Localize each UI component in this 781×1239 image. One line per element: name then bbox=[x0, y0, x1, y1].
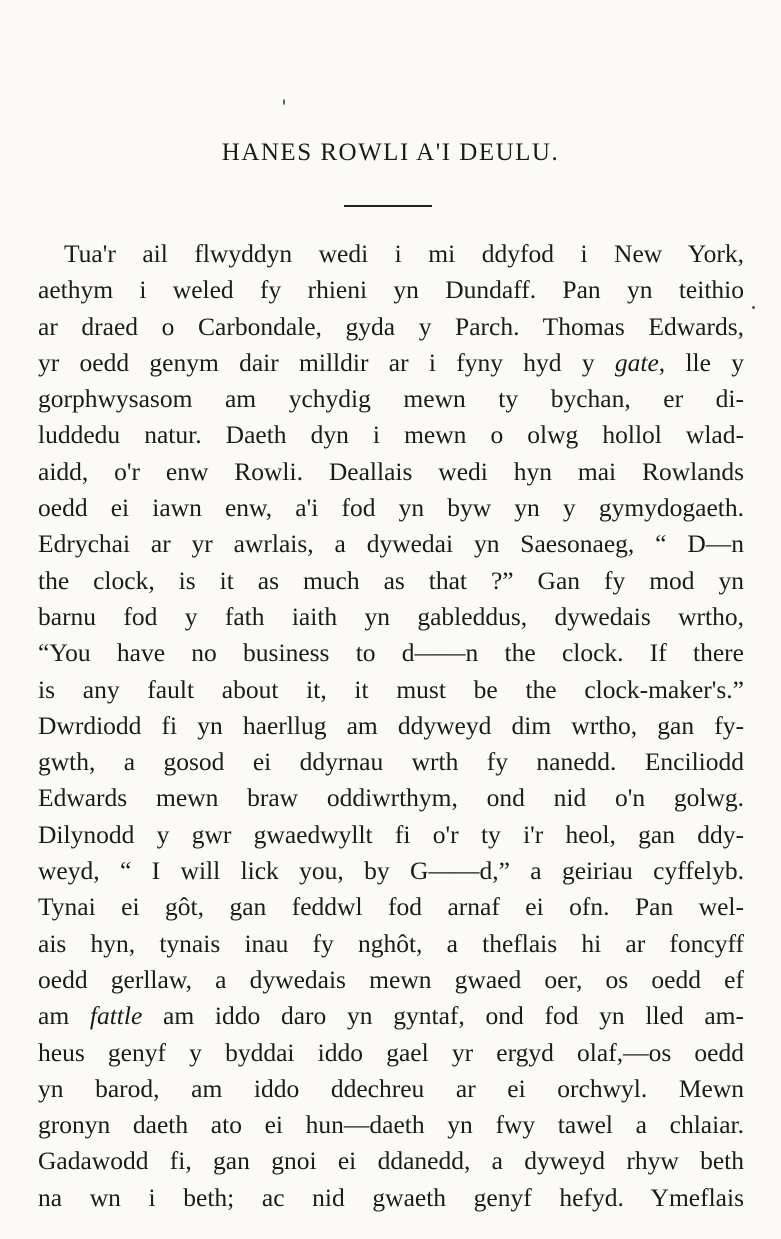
ink-speck bbox=[752, 306, 755, 309]
text-line: ais hyn, tynais inau fy nghôt, a theflais hi ar foncyff bbox=[38, 928, 744, 958]
text-line: yr oedd genym dair milldir ar i fyny hyd y gate, lle y bbox=[38, 347, 744, 377]
text-line: Gadawodd fi, gan gnoi ei ddanedd, a dyweyd rhyw beth bbox=[38, 1146, 744, 1176]
text-line: Edrychai ar yr awrlais, a dywedai yn Saesonaeg, “ D—n bbox=[38, 529, 744, 559]
title-divider bbox=[344, 205, 432, 207]
text-line: heus genyf y byddai iddo gael yr ergyd olaf,—os oedd bbox=[38, 1037, 744, 1067]
text-line: oedd ei iawn enw, a'i fod yn byw yn y gymydogaeth. bbox=[38, 493, 744, 523]
italic-word: gate bbox=[614, 347, 659, 377]
text-line: weyd, “ I will lick you, by G——d,” a geiriau cyffelyb. bbox=[38, 856, 744, 886]
text-line: the clock, is it as much as that ?” Gan fy mod yn bbox=[38, 565, 744, 595]
ink-speck bbox=[283, 99, 285, 105]
text-line: ar draed o Carbondale, gyda y Parch. Thomas Edwards, bbox=[38, 311, 744, 341]
text-line: luddedu natur. Daeth dyn i mewn o olwg hollol wlad- bbox=[38, 420, 744, 450]
chapter-title: HANES ROWLI A'I DEULU. bbox=[221, 139, 560, 166]
text-line: na wn i beth; ac nid gwaeth genyf hefyd. Ymeflais bbox=[38, 1182, 744, 1212]
text-line: Edwards mewn braw oddiwrthym, ond nid o'n golwg. bbox=[38, 783, 744, 813]
text-line: Tynai ei gôt, gan feddwl fod arnaf ei ofn. Pan wel- bbox=[38, 892, 744, 922]
body-text bbox=[38, 236, 744, 1216]
text-line: gronyn daeth ato ei hun—daeth yn fwy tawel a chlaiar. bbox=[38, 1110, 744, 1140]
text-line: Dilynodd y gwr gwaedwyllt fi o'r ty i'r heol, gan ddy- bbox=[38, 819, 744, 849]
italic-word: fattle bbox=[89, 1001, 143, 1031]
text-line: Tua'r ail flwyddyn wedi i mi ddyfod i New York, bbox=[64, 239, 744, 268]
text-line: yn barod, am iddo ddechreu ar ei orchwyl. Mewn bbox=[38, 1073, 744, 1103]
text-line: gorphwysasom am ychydig mewn ty bychan, er di- bbox=[38, 384, 744, 414]
text-line: am fattle am iddo daro yn gyntaf, ond fod yn lled am- bbox=[38, 1001, 744, 1031]
text-line: barnu fod y fath iaith yn gableddus, dywedais wrtho, bbox=[38, 601, 744, 631]
text-line: oedd gerllaw, a dywedais mewn gwaed oer, os oedd ef bbox=[38, 964, 744, 994]
text-line: “You have no business to d——n the clock. If there bbox=[38, 638, 744, 668]
text-line: Dwrdiodd fi yn haerllug am ddyweyd dim wrtho, gan fy- bbox=[38, 710, 744, 740]
text-line: gwth, a gosod ei ddyrnau wrth fy nanedd. Enciliodd bbox=[38, 747, 744, 777]
text-line: aidd, o'r enw Rowli. Deallais wedi hyn mai Rowlands bbox=[38, 456, 744, 486]
text-line: aethym i weled fy rhieni yn Dundaff. Pan yn teithio bbox=[38, 275, 744, 305]
text-line: is any fault about it, it must be the clock-maker's.” bbox=[38, 674, 744, 704]
